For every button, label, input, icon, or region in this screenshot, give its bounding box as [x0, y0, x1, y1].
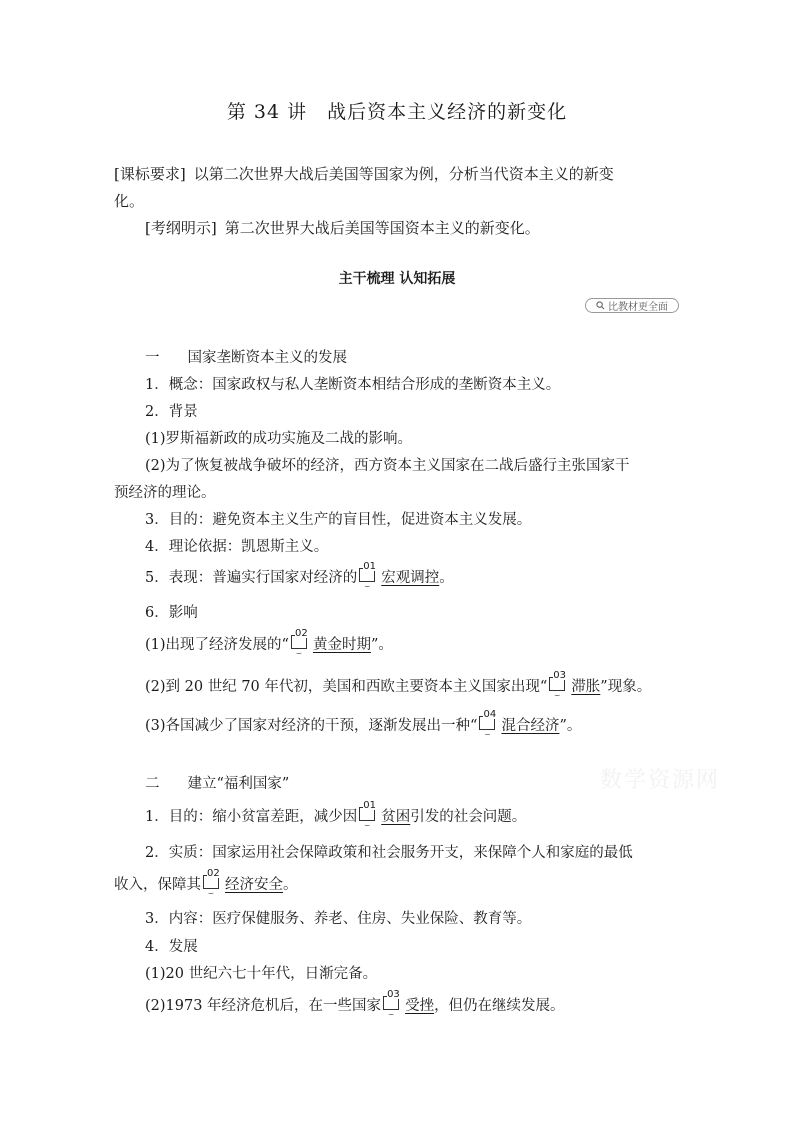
development-label: 4．发展 — [145, 939, 198, 955]
part1-heading-text: 国家垄断资本主义的发展 — [187, 350, 347, 366]
manifest-prefix: 5．表现：普遍实行国家对经济的 — [145, 570, 358, 586]
impact-3-suffix: ”。 — [559, 718, 582, 734]
development-2-suffix: ，但仍在继续发展。 — [434, 998, 565, 1014]
exam-outline-text: 第二次世界大战后美国等国资本主义的新变化。 — [224, 219, 540, 237]
answer-mark: ⌣ — [554, 691, 561, 701]
answer-blank — [291, 628, 371, 659]
part1-heading-num: 一 — [145, 350, 160, 366]
answer-blank — [549, 670, 601, 701]
answer-blank — [359, 800, 411, 831]
answer-number: 01 — [363, 561, 376, 572]
background-item-1: (1)罗斯福新政的成功实施及二战的影响。 — [145, 431, 413, 447]
section-heading: 主干梳理 认知拓展 — [338, 271, 456, 287]
development-2-prefix: (2)1973 年经济危机后，在一些国家 — [145, 998, 382, 1014]
answer-mark: ⌣ — [364, 821, 371, 831]
curriculum-text-cont: 化。 — [114, 192, 145, 210]
answer-text: 混合经济 — [501, 718, 560, 734]
impact-2-suffix: ”现象。 — [600, 679, 652, 695]
goal-prefix: 1．目的：缩小贫富差距，减少因 — [145, 809, 358, 825]
compare-pill-label: 比教材更全面 — [608, 302, 668, 313]
manifest-suffix: 。 — [439, 570, 454, 586]
content-line: 3．内容：医疗保健服务、养老、住房、失业保险、教育等。 — [145, 911, 532, 927]
essence-suffix: 。 — [283, 877, 298, 893]
answer-text: 滞胀 — [571, 679, 601, 695]
answer-text: 受挫 — [405, 998, 435, 1014]
development-item-2 — [145, 989, 565, 1020]
watermark: 数学资源网 — [600, 768, 721, 793]
compare-pill[interactable] — [585, 298, 679, 313]
answer-number: 01 — [363, 800, 376, 811]
answer-blank — [479, 709, 560, 740]
answer-number: 04 — [483, 709, 497, 720]
background-item-2: (2)为了恢复被战争破坏的经济，西方资本主义国家在二战后盛行主张国家干 — [145, 458, 630, 474]
answer-number: 03 — [387, 989, 400, 1000]
essence-line-cont — [114, 868, 298, 899]
theory-line: 4．理论依据：凯恩斯主义。 — [145, 539, 329, 555]
answer-text: 黄金时期 — [312, 637, 371, 653]
search-icon — [596, 301, 605, 310]
impact-1-prefix: (1)出现了经济发展的“ — [145, 637, 289, 653]
answer-mark: ⌣ — [295, 649, 302, 659]
development-item-1: (1)20 世纪六七十年代，日渐完备。 — [145, 966, 378, 982]
answer-mark: ⌣ — [388, 1010, 394, 1020]
part1-heading — [145, 346, 347, 367]
impact-label: 6．影响 — [145, 605, 198, 621]
answer-box-icon — [549, 670, 567, 691]
answer-blank — [359, 561, 440, 592]
part2-heading-text: 建立“福利国家” — [187, 776, 290, 792]
exam-outline-tag: [考纲明示] — [145, 219, 217, 237]
essence-prefix: 收入，保障其 — [114, 877, 201, 893]
goal-suffix: 引发的社会问题。 — [410, 809, 527, 825]
answer-blank — [383, 989, 435, 1020]
answer-blank — [203, 868, 283, 899]
impact-item-3 — [145, 709, 582, 740]
answer-number: 02 — [294, 628, 308, 639]
impact-3-prefix: (3)各国减少了国家对经济的干预，逐渐发展出一种“ — [145, 718, 478, 734]
answer-text: 经济安全 — [225, 877, 283, 893]
answer-number: 02 — [207, 868, 220, 879]
curriculum-text: 以第二次世界大战后美国等国家为例，分析当代资本主义的新变 — [193, 165, 614, 183]
impact-item-1 — [145, 628, 393, 659]
curriculum-tag: [课标要求] — [114, 165, 186, 183]
part2-heading-num: 二 — [145, 776, 160, 792]
page-title: 第 34 讲 战后资本主义经济的新变化 — [226, 101, 568, 123]
answer-box-icon — [383, 989, 400, 1010]
answer-box-icon — [291, 628, 308, 649]
answer-box-icon — [359, 561, 376, 582]
background-label: 2．背景 — [145, 404, 198, 420]
background-item-2-cont: 预经济的理论。 — [114, 485, 216, 501]
impact-1-suffix: ”。 — [370, 637, 393, 653]
curriculum-requirement — [114, 161, 694, 188]
answer-number: 03 — [553, 670, 567, 681]
concept-line: 1．概念：国家政权与私人垄断资本相结合形成的垄断资本主义。 — [145, 377, 561, 393]
essence-line: 2．实质：国家运用社会保障政策和社会服务开支，来保障个人和家庭的最低 — [145, 845, 633, 861]
answer-mark: ⌣ — [484, 730, 491, 740]
purpose-line: 3．目的：避免资本主义生产的盲目性，促进资本主义发展。 — [145, 512, 532, 528]
part2-heading — [145, 772, 289, 793]
impact-2-prefix: (2)到 20 世纪 70 年代初，美国和西欧主要资本主义国家出现“ — [145, 679, 548, 695]
answer-box-icon — [479, 709, 497, 730]
answer-box-icon — [359, 800, 376, 821]
answer-mark: ⌣ — [364, 582, 371, 592]
manifest-line — [145, 561, 454, 592]
goal-line — [145, 800, 527, 831]
curriculum-requirement-cont — [114, 188, 694, 215]
answer-box-icon — [203, 868, 220, 889]
answer-text: 宏观调控 — [381, 570, 440, 586]
impact-item-2 — [145, 670, 652, 701]
exam-outline — [145, 215, 725, 242]
answer-mark: ⌣ — [208, 889, 214, 899]
answer-text: 贫困 — [381, 809, 411, 825]
